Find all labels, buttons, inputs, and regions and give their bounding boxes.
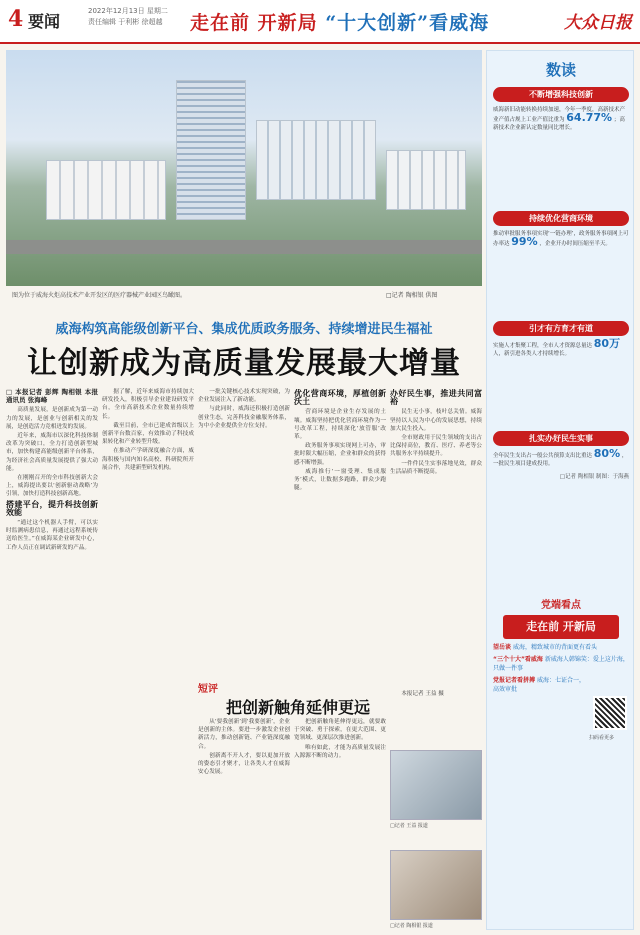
- photo-credit: □记者 陶相银 供图: [386, 292, 438, 299]
- sidebar-number: 80%: [593, 447, 621, 460]
- sidebar-block: [493, 431, 629, 480]
- sidebar-editor-credit: □记者 陶相银 制图：于海燕: [559, 474, 629, 480]
- paragraph: 从‘要我创新’到‘我要创新’，企业是创新的主体。要进一步激发企业创新活力，推动创新链、产业链深度融合。: [198, 719, 290, 750]
- sidebar-number: 64.77%: [566, 111, 613, 124]
- highlights-logo: 走在前 开新局: [503, 615, 619, 639]
- editor-line: 责任编辑 于利彬 徐超越: [88, 18, 163, 26]
- section-subheading: 搭建平台，提升科技创新效能: [6, 499, 98, 517]
- aerial-photo: [6, 50, 482, 286]
- highlight-link[interactable]: [493, 643, 629, 652]
- paragraph: 把创新触角延伸得更远，就要敢于突破、勇于探索，在更大范围、更宽领域、更深层次推进创新。: [294, 719, 386, 742]
- section-subheading: 优化营商环境，厚植创新沃土: [294, 389, 386, 407]
- paragraph: 高质量发展，是创新成为第一动力的发展，是创业与创新相关的发展，是创造活力竞相迸发的发展。: [6, 407, 98, 430]
- sidebar-block-heading: 引才有方育才有道: [493, 321, 629, 336]
- paragraph: 一件件民生实事落地见效，群众生活品质不断提高。: [390, 460, 482, 475]
- paragraph: 与此同时，威海还积极打造创新创业生态，完善科技金融服务体系，为中小企业提供全方位支持。: [198, 406, 290, 429]
- data-sidebar: [486, 50, 634, 930]
- banner-prefix: 走在前 开新局: [190, 12, 318, 34]
- byline: □ 本报记者 彭辉 陶相银 本报通讯员 张海峰: [6, 388, 98, 405]
- road: [6, 240, 482, 254]
- paragraph: 威海推行‘一窗受理、集成服务’模式，让数据多跑路，群众少跑腿。: [294, 468, 386, 492]
- sidebar-text: 全年民生支出占一般公共预算支出比重达: [493, 453, 593, 459]
- sidebar-block-heading: 扎实办好民生实事: [493, 431, 629, 446]
- sidebar-number: 99%: [511, 235, 538, 248]
- sidebar-block: [493, 321, 629, 358]
- sidebar-number: 80万: [593, 337, 621, 350]
- paragraph: 本报记者 王益 摄: [401, 691, 444, 697]
- building: [256, 120, 376, 200]
- article-headline: 让创新成为高质量发展最大增量: [27, 346, 461, 381]
- banner-quote: “十大创新”看威海: [325, 12, 490, 34]
- commentary-column-2: [294, 718, 386, 928]
- sidebar-text: 实施人才集聚工程，全市人才资源总量达: [493, 343, 593, 349]
- article-column-2: [102, 388, 194, 928]
- article-subhead: 威海构筑高能级创新平台、集成优质政务服务、持续增进民生福祉: [55, 322, 433, 337]
- sidebar-text: 人，新引进各类人才持续增长。: [493, 351, 571, 357]
- newspaper-logo: 大众日报: [564, 13, 632, 33]
- sidebar-block: [493, 211, 629, 248]
- article-column-5: [390, 388, 482, 688]
- sidebar-text: ，企业开办时间压缩至半天。: [539, 241, 611, 247]
- commentary-column-1: [198, 718, 290, 928]
- sidebar-block-text: [493, 337, 629, 358]
- main-article: [6, 50, 482, 930]
- paragraph: 全市财政用于民生领域的支出占比保持高位，教育、医疗、养老等公共服务水平持续提升。: [390, 435, 482, 458]
- highlight-text: 威海，精致城市的背面更有看头: [512, 644, 597, 651]
- building: [386, 150, 466, 210]
- highlight-link[interactable]: [493, 676, 585, 694]
- news-photo: [390, 850, 482, 920]
- sidebar-text: 推动审批服务事项实现‘一链办理’，政务服务事项网上可办率达: [493, 231, 629, 247]
- paragraph: 政务服务事项实现网上可办，审批时限大幅压缩，企业和群众的获得感不断增强。: [294, 443, 386, 466]
- sidebar-block-heading: 持续优化营商环境: [493, 211, 629, 226]
- photo-caption: 图为位于威海火炬高技术产业开发区的医疗器械产业园区鸟瞰图。: [12, 292, 187, 299]
- sidebar-text: 威海新旧动能转换持续加速，今年一季度，高新技术产业产值占规上工业产值比重为: [493, 107, 626, 123]
- highlight-tag: 党报记者看拼搏: [493, 677, 536, 684]
- sidebar-block-text: [493, 447, 629, 468]
- masthead-banner: [190, 8, 489, 35]
- highlights-heading: 党端看点: [541, 600, 581, 611]
- sidebar-text: ；高新技术企业新认定数量同比增长。: [493, 117, 625, 131]
- commentary-tag: 短评: [198, 684, 218, 695]
- masthead: [0, 0, 640, 44]
- paragraph: 唯有如此，才能为高质量发展注入源源不断的动力。: [294, 744, 386, 759]
- sidebar-block: [493, 87, 629, 132]
- highlight-tag: 望岳谈: [493, 644, 512, 651]
- paragraph: 创新离不开人才，要以更加开放的姿态引才聚才，让各类人才在威海安心发展。: [198, 752, 290, 776]
- article-column-4: [294, 388, 386, 688]
- paragraph: 营商环境是企业生存发展的土壤。威海坚持把优化营商环境作为一号改革工程，持续深化‘放管服’改革。: [294, 409, 386, 441]
- article-column-1: [6, 388, 98, 928]
- page-number: 4: [8, 6, 24, 32]
- news-photo-caption: □记者 王益 报道: [390, 823, 428, 829]
- highlight-link[interactable]: [493, 655, 629, 673]
- highlight-tag: “三个十大”看威海: [493, 656, 543, 663]
- news-photo: [390, 750, 482, 820]
- qr-caption: 扫码看更多: [589, 735, 615, 741]
- paragraph: 民生无小事，枝叶总关情。威海坚持以人民为中心的发展思想，持续加大民生投入。: [390, 409, 482, 432]
- sidebar-block-text: [493, 106, 629, 132]
- building: [46, 160, 166, 220]
- sidebar-block-text: [493, 230, 629, 248]
- sidebar-title: 数读: [545, 61, 576, 79]
- paragraph: 一批关键核心技术实现突破，为企业发展注入了新动能。: [198, 389, 290, 404]
- commentary-title: 把创新触角延伸更远: [226, 698, 371, 717]
- paragraph: “通过这个机器人手臂，可以实时监测病患信息，再通过远程系统传送给医生。”在威海某企业研发中心，工作人员正在调试新研发的产品。: [6, 520, 98, 551]
- paragraph: 据了解，近年来威海市持续加大研发投入，积极引导企业建设研发平台，全市高新技术企业数量持续增长。: [102, 389, 194, 420]
- highlight-text: 威海：七证合一，高效审批: [493, 677, 585, 693]
- sidebar-text: ，一批民生项目建成投用。: [493, 453, 628, 467]
- paragraph: 近年来，威海市以深化科技体制改革为突破口，全力打造创新型城市，加快构建高能级创新平台体系，为经济社会高质量发展提供了强大动能。: [6, 433, 98, 472]
- news-photo-caption: □记者 陶相银 报道: [390, 923, 433, 929]
- paragraph: 在推动产学研深度融合方面，威海积极与国内知名高校、科研院所开展合作，共建新型研发机构。: [102, 448, 194, 471]
- section-subheading: 办好民生事，推进共同富裕: [390, 389, 482, 407]
- section-name: 要闻: [28, 12, 61, 31]
- qr-code-icon[interactable]: [593, 696, 627, 730]
- highlight-text: 新威海人韩锦笑：爱上这片海，只做一件事: [493, 656, 629, 672]
- sidebar-block-heading: 不断增强科技创新: [493, 87, 629, 102]
- paragraph: 在刚刚召开的全市科技创新大会上，威海提出要以‘创新驱动战略’为引领，加快打造科技创新高地。: [6, 475, 98, 498]
- party-app-highlights: [493, 596, 629, 741]
- masthead-meta: [88, 6, 168, 28]
- paragraph: 截至目前，全市已建成省级以上创新平台数百家，有效推动了科技成果转化和产业转型升级。: [102, 422, 194, 446]
- tower-building: [176, 80, 246, 220]
- date-line: 2022年12月13日 星期二: [88, 7, 168, 15]
